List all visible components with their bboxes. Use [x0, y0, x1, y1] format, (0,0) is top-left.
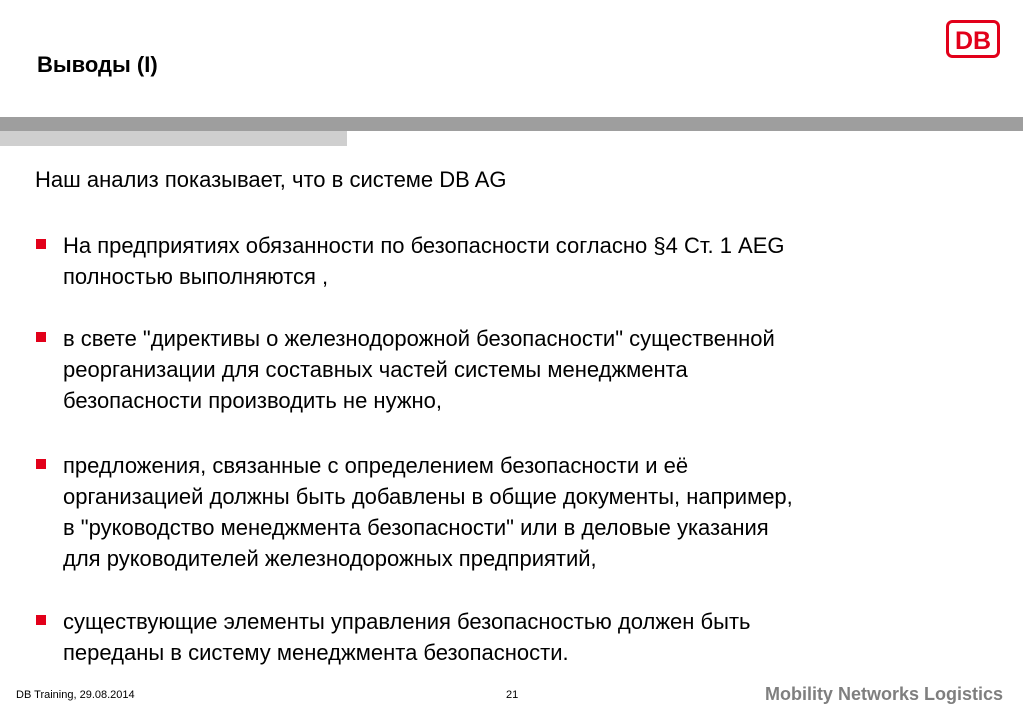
list-item-text: в свете "директивы о железнодорожной безопасности" существенной реорганизации для составных частей системы менеджмента безопасности производить не нужно,	[63, 326, 775, 413]
db-logo-icon	[946, 20, 1000, 58]
list-item-text: На предприятиях обязанности по безопасности согласно §4 Ст. 1 AEG полностью выполняются ,	[63, 233, 785, 289]
footer-brand: Mobility Networks Logistics	[764, 684, 1003, 704]
square-bullet-icon	[36, 459, 46, 469]
list-item-text: существующие элементы управления безопасностью должен быть переданы в систему менеджмента безопасности.	[63, 609, 751, 665]
square-bullet-icon	[36, 239, 46, 249]
header-divider-accent	[0, 131, 347, 146]
square-bullet-icon	[36, 615, 46, 625]
intro-text: Наш анализ показывает, что в системе DB AG	[35, 167, 507, 192]
square-bullet-icon	[36, 332, 46, 342]
db-logo-text: DB	[954, 27, 992, 55]
slide-title: Выводы (I)	[37, 52, 158, 77]
footer-source: DB Training, 29.08.2014	[16, 689, 135, 701]
list-item-text: предложения, связанные с определением безопасности и её организацией должны быть добавлены в общие документы, например, в "руководство менеджмента безопасности" или в деловые указания для руководителей железнодорожных предприятий,	[63, 453, 793, 571]
page-number: 21	[506, 689, 519, 701]
header-divider-band	[0, 117, 1023, 131]
